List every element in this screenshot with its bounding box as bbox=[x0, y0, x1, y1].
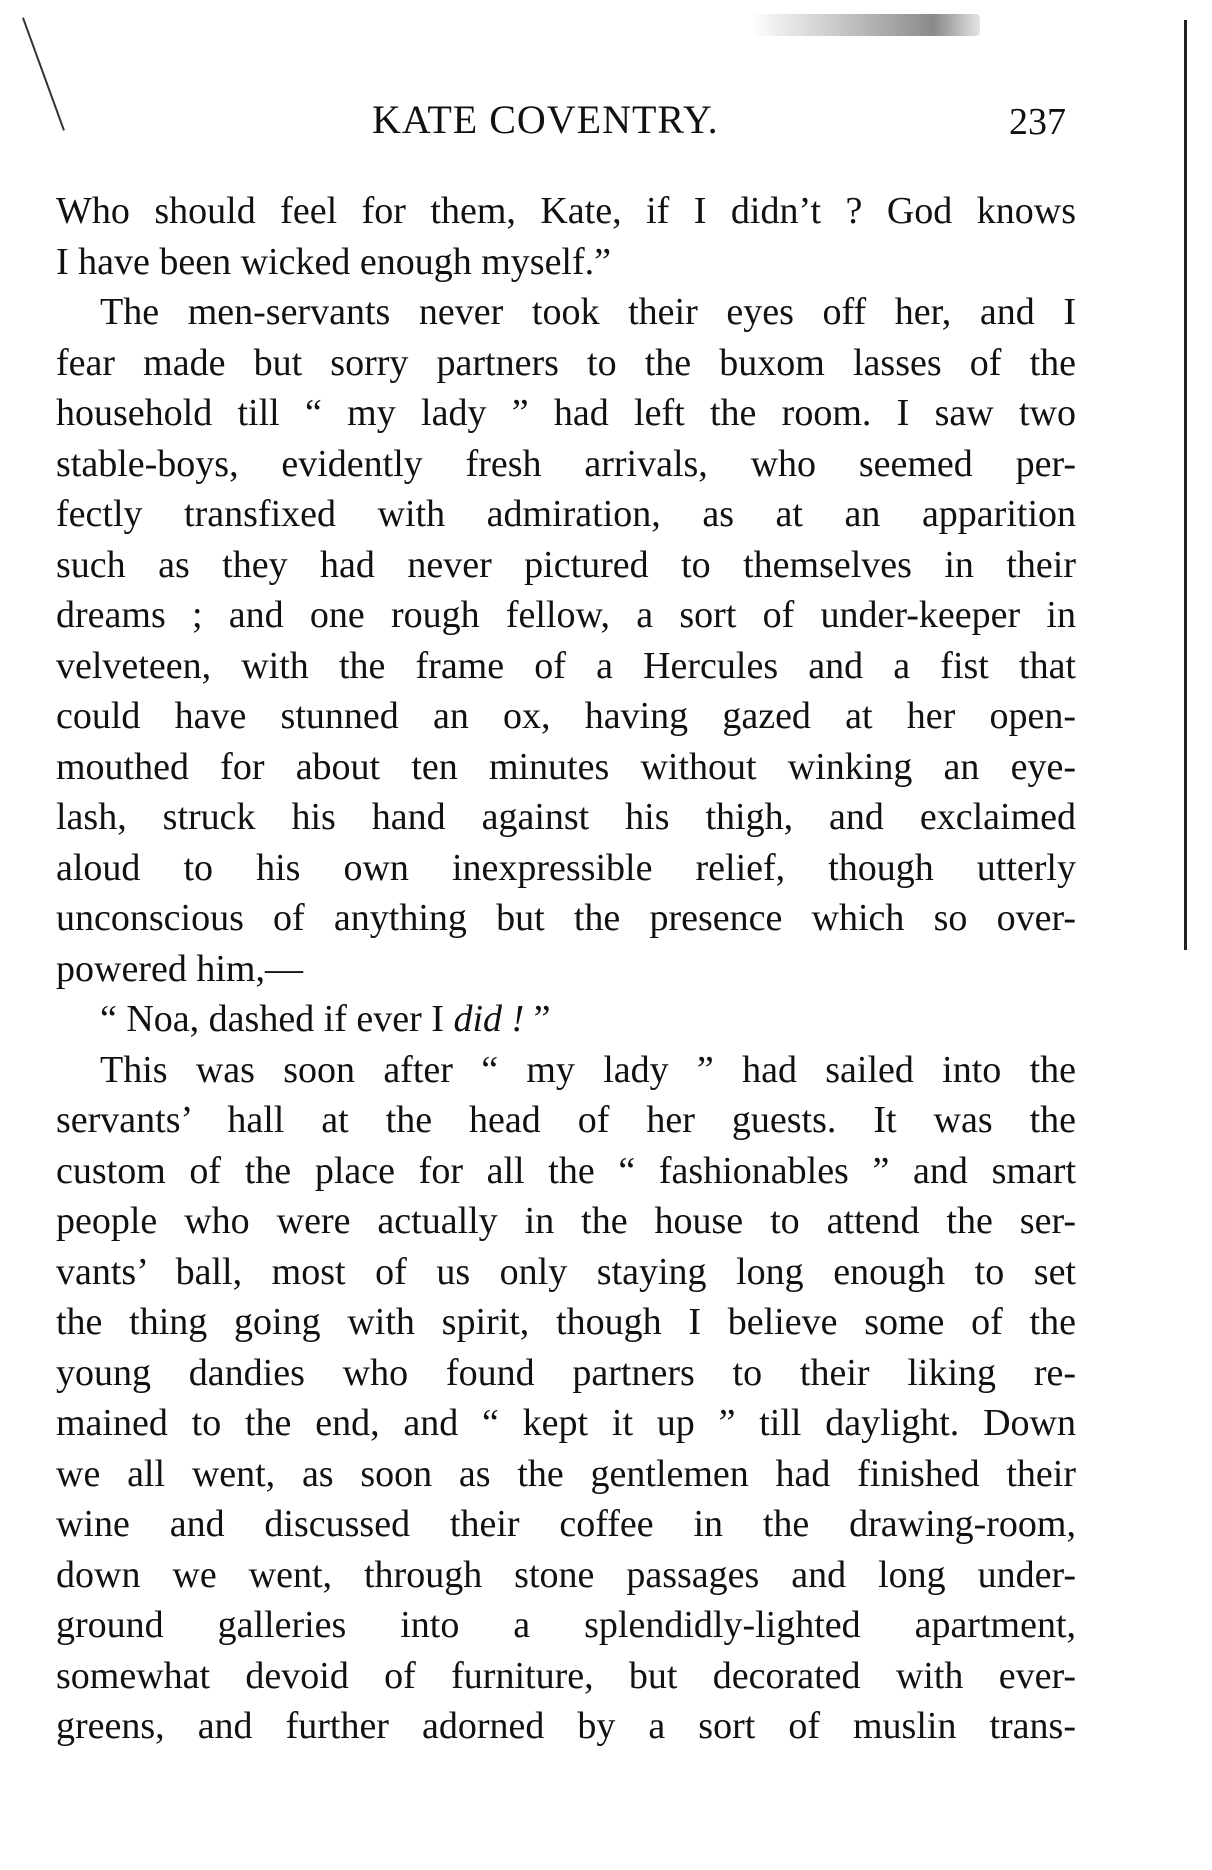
body-text bbox=[56, 186, 1076, 1752]
text-line: mained to the end, and “ kept it up ” till daylight. Down bbox=[56, 1402, 1076, 1444]
text-line: vants’ ball, most of us only staying long enough to set bbox=[56, 1250, 1076, 1293]
text-line: mouthed for about ten minutes without winking an eye- bbox=[56, 745, 1076, 788]
text-line: stable-boys, evidently fresh arrivals, who seemed per- bbox=[56, 442, 1076, 485]
text-line: people who were actually in the house to attend the ser- bbox=[56, 1200, 1076, 1242]
text-line: household till “ my lady ” had left the room. I saw two bbox=[56, 392, 1076, 434]
text-line: custom of the place for all the “ fashionables ” and smart bbox=[56, 1149, 1076, 1192]
text-line: fectly transfixed with admiration, as at an apparition bbox=[56, 493, 1076, 535]
text-line: velveteen, with the frame of a Hercules and a fist that bbox=[56, 644, 1076, 687]
text-line: could have stunned an ox, having gazed at her open- bbox=[56, 695, 1076, 737]
text-line: servants’ hall at the head of her guests. It was the bbox=[56, 1099, 1076, 1141]
dialogue-italic: did ! bbox=[453, 998, 534, 1040]
text-line: young dandies who found partners to their liking re- bbox=[56, 1351, 1076, 1394]
text-line: This was soon after “ my lady ” had sailed into the bbox=[100, 1048, 1076, 1091]
text-line: fear made but sorry partners to the buxom lasses of the bbox=[56, 341, 1076, 384]
text-line: dreams ; and one rough fellow, a sort of under-keeper in bbox=[56, 594, 1076, 636]
text-line: the thing going with spirit, though I believe some of the bbox=[56, 1301, 1076, 1343]
text-line: wine and discussed their coffee in the drawing-room, bbox=[56, 1503, 1076, 1545]
text-line: unconscious of anything but the presence which so over- bbox=[56, 897, 1076, 939]
text-line: The men-servants never took their eyes off her, and I bbox=[100, 291, 1076, 333]
text-line: such as they had never pictured to themselves in their bbox=[56, 543, 1076, 586]
page-header bbox=[56, 96, 1076, 156]
text-line: ground galleries into a splendidly-lighted apartment, bbox=[56, 1604, 1076, 1646]
running-title: KATE COVENTRY. bbox=[372, 97, 719, 142]
text-line: lash, struck his hand against his thigh, and exclaimed bbox=[56, 796, 1076, 838]
text-line: down we went, through stone passages and long under- bbox=[56, 1553, 1076, 1596]
scan-artifact-top bbox=[750, 14, 980, 36]
dialogue-close-quote: ” bbox=[533, 998, 551, 1040]
text-line: we all went, as soon as the gentlemen had finished their bbox=[56, 1452, 1076, 1495]
text-line: somewhat devoid of furniture, but decorated with ever- bbox=[56, 1654, 1076, 1697]
dialogue-text: “ Noa, dashed if ever I bbox=[100, 998, 454, 1040]
text-line: I have been wicked enough myself.” bbox=[56, 240, 612, 283]
text-line: powered him,— bbox=[56, 947, 303, 990]
dialogue-line bbox=[56, 994, 1076, 1045]
scan-artifact-right-edge bbox=[1184, 20, 1187, 950]
text-line: Who should feel for them, Kate, if I didn’t ? God knows bbox=[56, 190, 1076, 232]
text-line: greens, and further adorned by a sort of muslin trans- bbox=[56, 1705, 1076, 1747]
text-line: aloud to his own inexpressible relief, though utterly bbox=[56, 846, 1076, 889]
page-number: 237 bbox=[1009, 101, 1066, 143]
